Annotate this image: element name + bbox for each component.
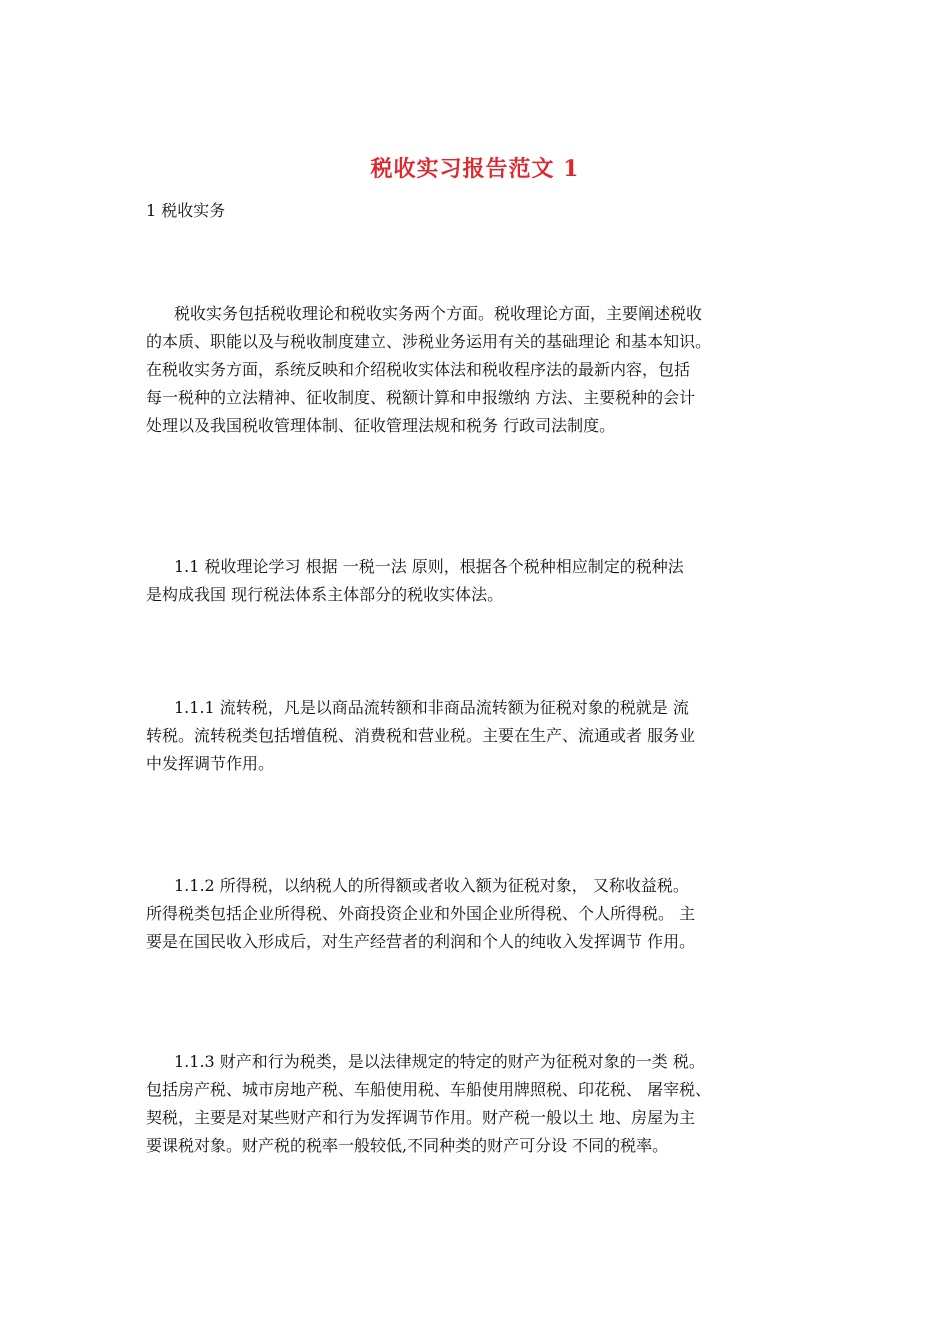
paragraph-line: 要课税对象。财产税的税率一般较低,不同种类的财产可分设 不同的税率。	[146, 1136, 669, 1155]
paragraph-1-1-1	[146, 694, 826, 778]
paragraph-line: 1.1.2 所得税，以纳税人的所得额或者收入额为征税对象， 又称收益税。	[174, 876, 689, 895]
paragraph-line: 1.1.1 流转税，凡是以商品流转额和非商品流转额为征税对象的税就是 流	[174, 698, 689, 717]
paragraph-1-1-3	[146, 1048, 826, 1160]
paragraph-line: 每一税种的立法精神、征收制度、税额计算和申报缴纳 方法、主要税种的会计	[146, 388, 696, 407]
paragraph-line: 税收实务包括税收理论和税收实务两个方面。税收理论方面，主要阐述税收	[174, 304, 703, 323]
paragraph-line: 要是在国民收入形成后，对生产经营者的利润和个人的纯收入发挥调节 作用。	[146, 932, 696, 951]
document-title: 税收实习报告范文 1	[370, 156, 580, 182]
paragraph-1-1-2	[146, 872, 826, 956]
paragraph-line: 处理以及我国税收管理体制、征收管理法规和税务 行政司法制度。	[146, 416, 616, 435]
paragraph-line: 1.1.3 财产和行为税类，是以法律规定的特定的财产为征税对象的一类 税。	[174, 1052, 705, 1071]
section-heading: 1 税收实务	[146, 201, 226, 220]
paragraph-line: 的本质、职能以及与税收制度建立、涉税业务运用有关的基础理论 和基本知识。	[146, 332, 712, 351]
paragraph-line: 契税，主要是对某些财产和行为发挥调节作用。财产税一般以土 地、房屋为主	[146, 1108, 696, 1127]
paragraph-line: 1.1 税收理论学习 根据 一税一法 原则，根据各个税种相应制定的税种法	[174, 557, 684, 576]
paragraph-line: 在税收实务方面，系统反映和介绍税收实体法和税收程序法的最新内容，包括	[146, 360, 691, 379]
paragraph-tax-practice	[146, 300, 826, 440]
paragraph-1-1	[146, 553, 826, 609]
paragraph-line: 转税。流转税类包括增值税、消费税和营业税。主要在生产、流通或者 服务业	[146, 726, 696, 745]
paragraph-line: 所得税类包括企业所得税、外商投资企业和外国企业所得税、个人所得税。 主	[146, 904, 696, 923]
paragraph-line: 包括房产税、城市房地产税、车船使用税、车船使用牌照税、印花税、 屠宰税、	[146, 1080, 712, 1099]
paragraph-line: 是构成我国 现行税法体系主体部分的税收实体法。	[146, 585, 504, 604]
paragraph-line: 中发挥调节作用。	[146, 754, 275, 773]
